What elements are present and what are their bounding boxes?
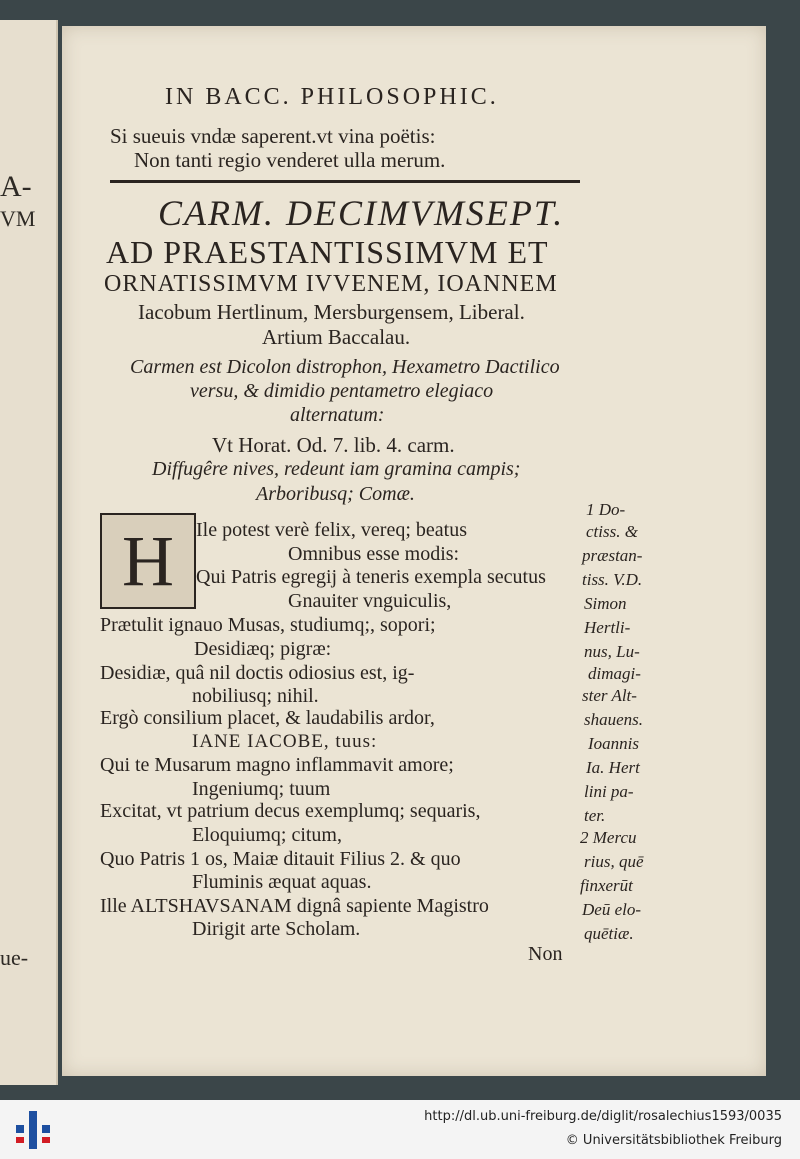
verse-line: Gnauiter vnguiculis, bbox=[288, 590, 452, 612]
dedication-line: Iacobum Hertlinum, Mersburgensem, Liberal. bbox=[138, 300, 525, 324]
divider-rule bbox=[110, 180, 580, 183]
horace-quote: Arboribusq; Comæ. bbox=[256, 483, 415, 505]
margin-note-line: præstan- bbox=[582, 546, 643, 565]
verse-line: Prætulit ignauo Musas, studiumq;, sopori; bbox=[100, 614, 436, 636]
verse-line: Desidiæq; pigræ: bbox=[194, 638, 332, 660]
verse-line: Dirigit arte Scholam. bbox=[192, 918, 361, 940]
verse-line: Omnibus esse modis: bbox=[288, 543, 460, 565]
margin-note-line: Simon bbox=[584, 594, 627, 613]
adjacent-fragment: A- bbox=[0, 170, 32, 203]
margin-note-line: Hertli- bbox=[584, 618, 631, 637]
running-title: IN BACC. PHILOSOPHIC. bbox=[165, 84, 499, 110]
verse-line: Ergò consilium placet, & laudabilis ardor, bbox=[100, 707, 435, 729]
verse-line: Ille ALTSHAVSANAM dignâ sapiente Magistro bbox=[100, 895, 489, 917]
decorated-initial: H bbox=[100, 513, 196, 609]
copyright-notice: © Universitätsbibliothek Freiburg bbox=[565, 1133, 782, 1148]
horace-reference: Vt Horat. Od. 7. lib. 4. carm. bbox=[212, 433, 455, 457]
verse-line: Quo Patris 1 os, Maiæ ditauit Filius 2. & quo bbox=[100, 848, 461, 870]
horace-quote: Diffugêre nives, redeunt iam gramina campis; bbox=[152, 458, 521, 480]
dedication-line: AD PRAESTANTISSIMVM ET bbox=[106, 234, 549, 270]
margin-note-line: ster Alt- bbox=[582, 686, 637, 705]
verse-line: Fluminis æquat aquas. bbox=[192, 871, 372, 893]
margin-note-line: Ioannis bbox=[588, 734, 639, 753]
epigraph-line: Non tanti regio venderet ulla merum. bbox=[134, 148, 446, 172]
dedication-line: ORNATISSIMVM IVVENEM, IOANNEM bbox=[104, 271, 558, 297]
carmen-heading: CARM. DECIMVMSEPT. bbox=[158, 193, 565, 233]
epigraph-line: Si sueuis vndæ saperent.vt vina poëtis: bbox=[110, 124, 436, 148]
margin-note-line: rius, quē bbox=[584, 852, 644, 871]
viewer-footer bbox=[0, 1100, 800, 1159]
verse-line: nobiliusq; nihil. bbox=[192, 685, 319, 707]
margin-note-line: Ia. Hert bbox=[586, 758, 640, 777]
verse-line: Excitat, vt patrium decus exemplumq; sequaris, bbox=[100, 800, 481, 822]
meter-note: versu, & dimidio pentametro elegiaco bbox=[190, 380, 494, 402]
margin-note-line: Deū elo- bbox=[582, 900, 642, 919]
margin-note-line: tiss. V.D. bbox=[582, 570, 643, 589]
margin-note-line: ter. bbox=[584, 806, 606, 825]
margin-note-line: lini pa- bbox=[584, 782, 634, 801]
verse-line: Desidiæ, quâ nil doctis odiosius est, ig- bbox=[100, 662, 415, 684]
catchword: Non bbox=[528, 943, 563, 965]
margin-note-line: shauens. bbox=[584, 710, 644, 729]
adjacent-fragment: ue- bbox=[0, 945, 29, 970]
adjacent-fragment: VM bbox=[0, 206, 36, 231]
verse-line: Ingeniumq; tuum bbox=[192, 778, 331, 800]
margin-note-line: quētiæ. bbox=[584, 924, 634, 943]
margin-note-line: 1 Do- bbox=[586, 500, 626, 519]
verse-line: Eloquiumq; citum, bbox=[192, 824, 342, 846]
dedication-line: Artium Baccalau. bbox=[262, 325, 411, 349]
margin-note-line: ctiss. & bbox=[586, 522, 638, 541]
margin-note-line: nus, Lu- bbox=[584, 642, 640, 661]
verse-line: IANE IACOBE, tuus: bbox=[192, 731, 378, 752]
meter-note: alternatum: bbox=[290, 404, 385, 426]
adjacent-page-edge bbox=[0, 20, 58, 1085]
library-logo-icon bbox=[14, 1111, 52, 1149]
margin-note-line: finxerūt bbox=[580, 876, 633, 895]
meter-note: Carmen est Dicolon distrophon, Hexametro Dactilico bbox=[130, 356, 560, 378]
verse-line: Qui te Musarum magno inflammavit amore; bbox=[100, 754, 454, 776]
permalink-url[interactable]: http://dl.ub.uni-freiburg.de/diglit/rosalechius1593/0035 bbox=[424, 1109, 782, 1124]
verse-line: Ile potest verè felix, vereq; beatus bbox=[196, 519, 467, 541]
margin-note-line: 2 Mercu bbox=[580, 828, 637, 847]
margin-note-line: dimagi- bbox=[588, 664, 641, 683]
verse-line: Qui Patris egregij à teneris exempla secutus bbox=[196, 566, 546, 588]
